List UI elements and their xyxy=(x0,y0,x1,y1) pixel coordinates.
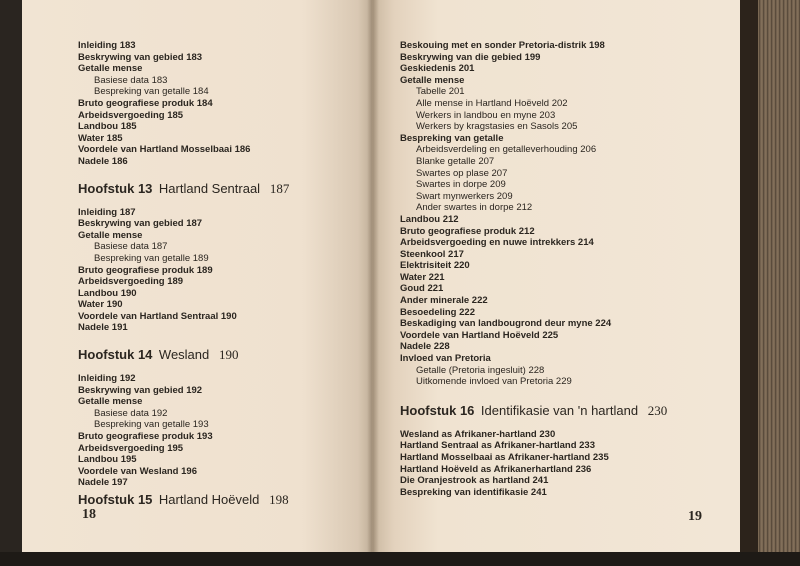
toc-block xyxy=(78,373,358,489)
toc-entry: Nadele 197 xyxy=(78,477,128,489)
page-number: 18 xyxy=(82,507,96,522)
toc-entry: Getalle mense xyxy=(78,63,143,75)
toc-entry: Werkers by kragstasies en Sasols 205 xyxy=(416,121,578,133)
toc-entry: Bespreking van getalle 189 xyxy=(94,252,209,264)
page-number: 19 xyxy=(688,509,702,524)
toc-entry: Invloed van Pretoria xyxy=(400,353,491,365)
toc-entry: Arbeidsvergoeding 189 xyxy=(78,276,184,288)
toc-entry: Basiese data 187 xyxy=(94,241,168,253)
toc-entry: Hartland Mosselbaai as Afrikaner-hartland 235 xyxy=(400,452,609,463)
chapter-page: 198 xyxy=(269,492,289,507)
toc-entry: Voordele van Hartland Hoëveld 225 xyxy=(400,329,559,341)
chapter-word: Hoofstuk 13 xyxy=(78,180,153,196)
toc-entry: Beskrywing van gebied 187 xyxy=(78,218,203,230)
toc-entry: Landbou 195 xyxy=(78,454,137,466)
toc-entry: Arbeidsverdeling en getalleverhouding 206 xyxy=(416,144,597,156)
toc-entry: Steenkool 217 xyxy=(400,248,464,260)
chapter-heading-13 xyxy=(78,180,358,197)
toc-entry: Inleiding 192 xyxy=(78,373,136,385)
chapter-heading-14 xyxy=(78,346,358,363)
toc-entry: Water 190 xyxy=(78,299,123,311)
toc-entry: Arbeidsvergoeding en nuwe intrekkers 214 xyxy=(400,237,594,249)
toc-block xyxy=(78,207,358,335)
chapter-page: 187 xyxy=(269,180,290,196)
toc-entry: Basiese data 183 xyxy=(94,74,168,86)
toc-entry: Blanke getalle 207 xyxy=(416,155,495,167)
toc-entry: Inleiding 183 xyxy=(78,40,136,51)
left-page xyxy=(22,0,372,552)
toc-entry: Beskrywing van gebied 192 xyxy=(78,384,203,396)
toc-block xyxy=(400,429,730,499)
toc-entry: Nadele 191 xyxy=(78,322,128,334)
toc-entry: Elektrisiteit 220 xyxy=(400,260,470,272)
chapter-word: Hoofstuk 15 xyxy=(78,492,153,507)
toc-entry: Water 185 xyxy=(78,132,123,144)
chapter-heading-15 xyxy=(78,491,358,508)
chapter-title: Hartland Sentraal xyxy=(158,180,261,196)
toc-entry: Die Oranjestrook as hartland 241 xyxy=(400,475,549,487)
toc-entry: Beskadiging van landbougrond deur myne 224 xyxy=(400,318,612,330)
chapter-title: Identifikasie van 'n hartland xyxy=(480,402,639,418)
toc-entry: Nadele 228 xyxy=(400,341,450,353)
toc-entry: Besoedeling 222 xyxy=(400,306,475,318)
toc-entry: Alle mense in Hartland Hoëveld 202 xyxy=(416,97,568,109)
toc-entry: Werkers in landbou en myne 203 xyxy=(416,109,556,121)
chapter-page: 190 xyxy=(219,347,239,363)
toc-entry: Voordele van Wesland 196 xyxy=(78,465,197,477)
toc-entry: Swartes in dorpe 209 xyxy=(416,179,506,191)
open-book xyxy=(22,0,740,552)
toc-entry: Nadele 186 xyxy=(78,155,128,167)
toc-entry: Hartland Sentraal as Afrikaner-hartland 233 xyxy=(400,440,595,452)
toc-entry: Swartes op plase 207 xyxy=(416,167,508,179)
toc-entry: Tabelle 201 xyxy=(416,86,465,98)
toc-entry: Arbeidsvergoeding 195 xyxy=(78,442,184,454)
toc-entry: Getalle mense xyxy=(78,396,143,408)
toc-entry: Swart mynwerkers 209 xyxy=(416,190,513,202)
toc-entry: Beskrywing van gebied 183 xyxy=(78,51,203,63)
toc-entry: Voordele van Hartland Sentraal 190 xyxy=(78,310,237,322)
chapter-title: Hartland Hoëveld xyxy=(158,492,260,507)
chapter-page: 230 xyxy=(647,402,668,418)
right-toc xyxy=(400,40,730,498)
toc-block xyxy=(78,40,358,168)
toc-entry: Water 221 xyxy=(400,271,445,283)
chapter-word: Hoofstuk 16 xyxy=(400,402,475,418)
toc-entry: Getalle mense xyxy=(400,74,465,86)
page-edges xyxy=(740,0,800,566)
toc-entry: Getalle (Pretoria ingesluit) 228 xyxy=(416,364,545,376)
toc-entry: Arbeidsvergoeding 185 xyxy=(78,109,184,121)
toc-entry: Bespreking van identifikasie 241 xyxy=(400,486,547,498)
toc-entry: Bruto geografiese produk 212 xyxy=(400,225,535,237)
toc-entry: Ander minerale 222 xyxy=(400,295,488,307)
toc-entry: Getalle mense xyxy=(78,229,143,241)
book-spine xyxy=(367,0,379,552)
toc-entry: Wesland as Afrikaner-hartland 230 xyxy=(400,428,556,440)
toc-entry: Landbou 212 xyxy=(400,213,459,225)
toc-entry: Bespreking van getalle 193 xyxy=(94,419,209,431)
toc-entry: Basiese data 192 xyxy=(94,407,168,419)
toc-entry: Goud 221 xyxy=(400,283,444,295)
left-toc xyxy=(78,40,358,518)
toc-entry: Hartland Hoëveld as Afrikanerhartland 236 xyxy=(400,463,592,475)
toc-entry: Bruto geografiese produk 189 xyxy=(78,264,213,276)
toc-entry: Voordele van Hartland Mosselbaai 186 xyxy=(78,144,251,156)
toc-entry: Bespreking van getalle 184 xyxy=(94,86,209,98)
toc-entry: Bruto geografiese produk 184 xyxy=(78,97,213,109)
toc-entry: Beskrywing van die gebied 199 xyxy=(400,51,541,63)
toc-entry: Uitkomende invloed van Pretoria 229 xyxy=(416,376,572,388)
table-surface xyxy=(0,552,800,566)
chapter-heading-16 xyxy=(400,402,730,419)
toc-entry: Inleiding 187 xyxy=(78,206,136,218)
toc-entry: Bruto geografiese produk 193 xyxy=(78,431,213,443)
toc-entry: Landbou 185 xyxy=(78,121,137,133)
toc-entry: Beskouing met en sonder Pretoria-distrik 198 xyxy=(400,40,605,51)
chapter-title: Wesland xyxy=(158,347,210,363)
toc-entry: Bespreking van getalle xyxy=(400,132,504,144)
toc-entry: Landbou 190 xyxy=(78,287,137,299)
toc-entry: Ander swartes in dorpe 212 xyxy=(416,202,533,214)
chapter-word: Hoofstuk 14 xyxy=(78,347,153,363)
toc-entry: Geskiedenis 201 xyxy=(400,63,475,75)
right-page xyxy=(372,0,740,552)
toc-block xyxy=(400,40,730,388)
